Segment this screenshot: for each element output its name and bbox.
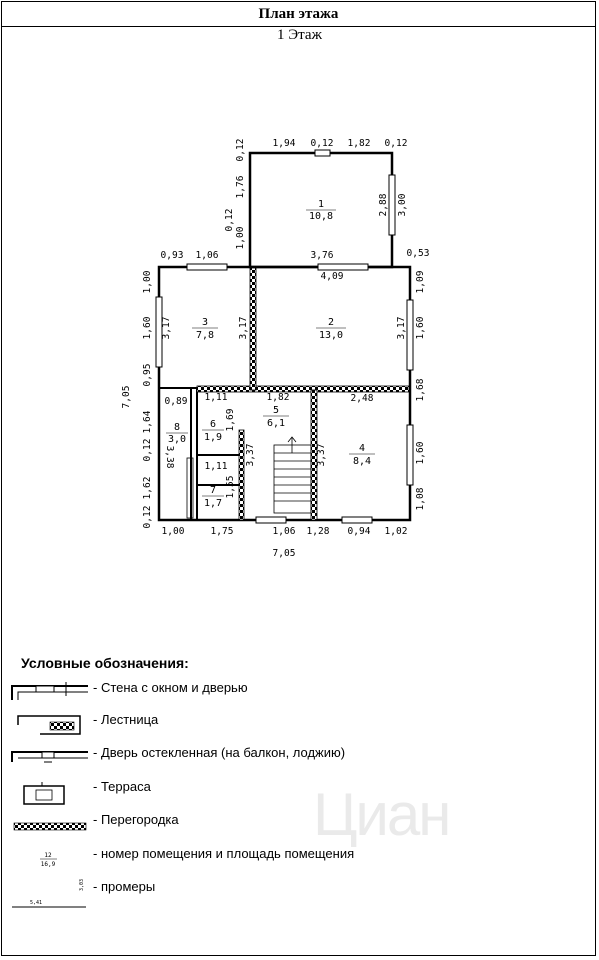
partition-v1 bbox=[250, 268, 256, 390]
room-3-area: 7,8 bbox=[195, 330, 215, 341]
room-6-num: 6 bbox=[209, 419, 217, 430]
dim: 1,11 bbox=[204, 392, 228, 403]
dim: 1,76 bbox=[235, 175, 246, 199]
dim: 1,02 bbox=[384, 526, 408, 537]
room-2-area: 13,0 bbox=[318, 330, 344, 341]
dim: 1,11 bbox=[204, 461, 228, 472]
dim: 1,00 bbox=[142, 270, 153, 294]
dim: 2,88 bbox=[378, 193, 389, 217]
dim: 1,28 bbox=[306, 526, 330, 537]
legend-item-terrace: - Терраса bbox=[93, 779, 151, 794]
dim: 7,05 bbox=[272, 548, 296, 559]
dim: 1,68 bbox=[415, 378, 426, 402]
dim: 1,69 bbox=[225, 408, 236, 432]
legend-item-room-number: - номер помещения и площадь помещения bbox=[93, 846, 355, 861]
window-bottom1 bbox=[256, 517, 286, 523]
window-right1 bbox=[407, 300, 413, 370]
dim: 0,89 bbox=[164, 396, 188, 407]
dim: 1,06 bbox=[195, 250, 219, 261]
dim: 1,82 bbox=[347, 138, 371, 149]
legend-item-stairs: - Лестница bbox=[93, 712, 159, 727]
page-title: План этажа bbox=[258, 5, 339, 22]
dim: 3,17 bbox=[396, 316, 407, 340]
room-4-num: 4 bbox=[358, 443, 366, 454]
legend-item-glazed-door: - Дверь остекленная (на балкон, лоджию) bbox=[93, 745, 346, 760]
legend-icons bbox=[12, 682, 88, 907]
room-6-area: 1,9 bbox=[203, 432, 223, 443]
partition-v3 bbox=[239, 430, 244, 520]
svg-text:12: 12 bbox=[44, 852, 52, 859]
room-4-area: 8,4 bbox=[352, 456, 372, 467]
legend-item-measurements: - промеры bbox=[93, 879, 156, 894]
window-room1-top bbox=[315, 150, 330, 156]
room-1-num: 1 bbox=[317, 199, 325, 210]
dim: 0,12 bbox=[142, 438, 153, 462]
dim: 1,09 bbox=[415, 270, 426, 294]
dim: 3,37 bbox=[245, 443, 256, 467]
floor-label: 1 Этаж bbox=[277, 27, 322, 43]
dim: 1,64 bbox=[142, 410, 153, 434]
dim: 0,12 bbox=[235, 138, 246, 162]
room-8-num: 8 bbox=[173, 422, 181, 433]
watermark: Циан bbox=[313, 781, 450, 848]
legend-item-wall: - Стена с окном и дверью bbox=[93, 680, 248, 695]
dim: 0,12 bbox=[224, 208, 235, 232]
dim: 1,08 bbox=[415, 487, 426, 511]
dim: 1,60 bbox=[415, 316, 426, 340]
dim: 1,60 bbox=[142, 316, 153, 340]
dim: 1,55 bbox=[225, 475, 236, 499]
svg-text:3,03: 3,03 bbox=[79, 878, 85, 891]
dim: 3,17 bbox=[238, 316, 249, 340]
dim: 2,48 bbox=[350, 393, 374, 404]
window-room1 bbox=[389, 175, 395, 235]
room-2-num: 2 bbox=[327, 317, 335, 328]
dim: 3,37 bbox=[316, 443, 327, 467]
window-top1 bbox=[187, 264, 227, 270]
room-8-area: 3,0 bbox=[167, 434, 187, 445]
room-7-area: 1,7 bbox=[203, 498, 223, 509]
dim: 1,82 bbox=[266, 392, 290, 403]
dim: 0,12 bbox=[142, 505, 153, 529]
dim: 1,00 bbox=[161, 526, 185, 537]
room-5-area: 6,1 bbox=[266, 418, 286, 429]
dim: 3,38 bbox=[164, 445, 175, 469]
dim: 1,06 bbox=[272, 526, 296, 537]
dim: 3,00 bbox=[397, 193, 408, 217]
legend-title: Условные обозначения: bbox=[21, 655, 189, 671]
dim: 1,62 bbox=[142, 476, 153, 500]
glazed-door-icon bbox=[12, 752, 88, 762]
room-number-sample-icon bbox=[40, 852, 57, 868]
dim: 0,12 bbox=[310, 138, 334, 149]
dim: 0,95 bbox=[142, 363, 153, 387]
dim: 4,09 bbox=[320, 271, 344, 282]
dim: 1,00 bbox=[235, 226, 246, 250]
partition-h bbox=[197, 386, 409, 392]
room-7-num: 7 bbox=[209, 485, 217, 496]
dim: 0,93 bbox=[160, 250, 184, 261]
terrace-icon bbox=[24, 782, 64, 804]
dim: 1,60 bbox=[415, 441, 426, 465]
stair-icon bbox=[18, 716, 80, 734]
svg-text:16,9: 16,9 bbox=[40, 861, 56, 868]
dim: 0,94 bbox=[347, 526, 371, 537]
dim: 1,75 bbox=[210, 526, 234, 537]
measurement-icon bbox=[12, 879, 86, 907]
dim: 0,53 bbox=[406, 248, 430, 259]
dim: 0,12 bbox=[384, 138, 408, 149]
room-3-num: 3 bbox=[201, 317, 209, 328]
window-right2 bbox=[407, 425, 413, 485]
stairs bbox=[274, 437, 311, 513]
legend-item-partition: - Перегородка bbox=[93, 812, 179, 827]
wall-window-door-icon bbox=[12, 682, 88, 700]
dim: 1,94 bbox=[272, 138, 296, 149]
room-1-area: 10,8 bbox=[308, 211, 334, 222]
dim: 3,17 bbox=[161, 316, 172, 340]
dim: 7,05 bbox=[121, 385, 132, 409]
dim: 3,76 bbox=[310, 250, 334, 261]
window-top2 bbox=[318, 264, 368, 270]
room-5-num: 5 bbox=[272, 405, 280, 416]
partition-icon bbox=[14, 823, 86, 830]
svg-text:5,41: 5,41 bbox=[30, 900, 43, 906]
window-bottom2 bbox=[342, 517, 372, 523]
